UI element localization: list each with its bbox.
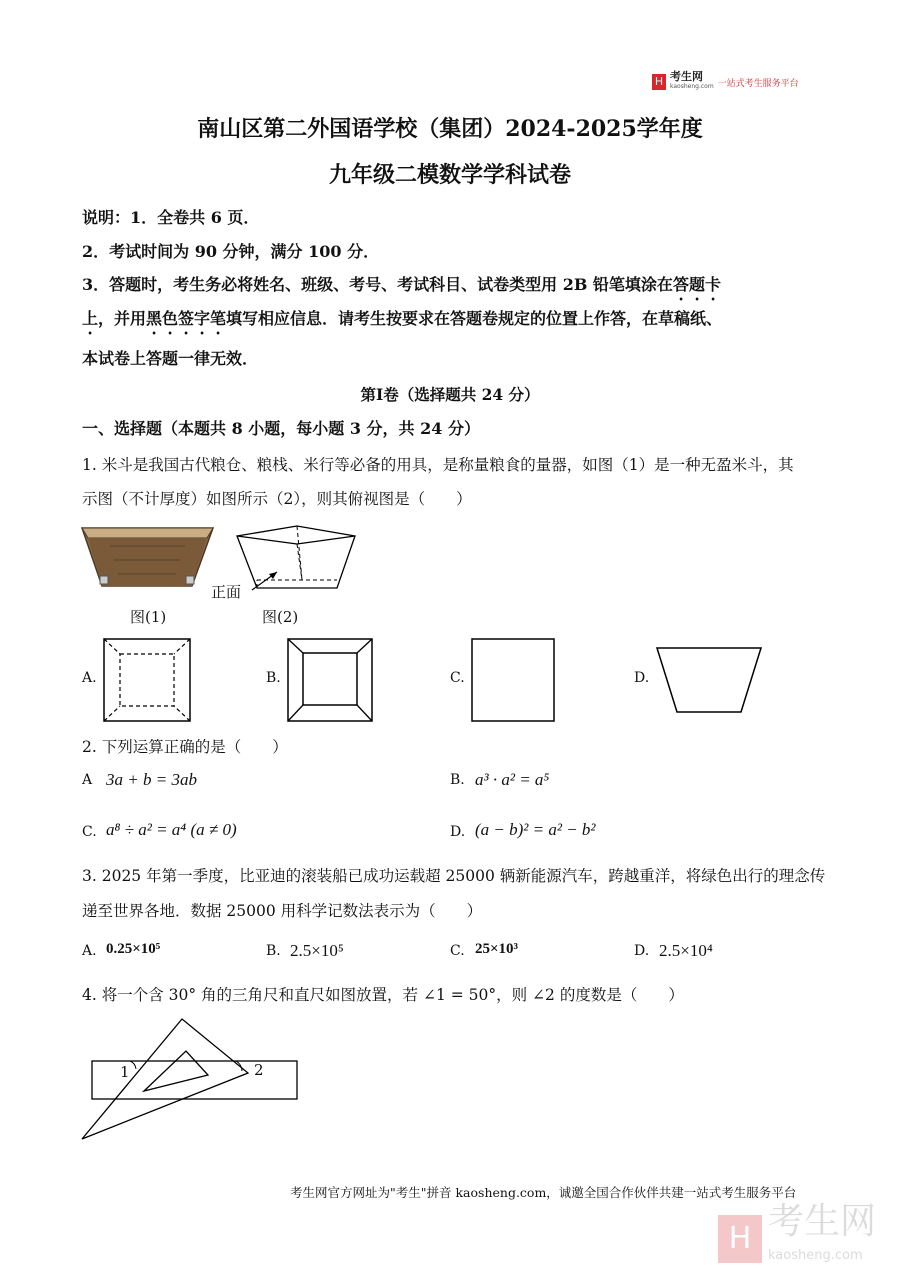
emphasis-black-pen: 黑色签字笔 <box>146 309 227 328</box>
q1-figure2-label: 图(2) <box>262 608 299 626</box>
q2-option-d-label[interactable]: D. <box>450 824 466 840</box>
q3-stem-line1: 3. 2025 年第一季度，比亚迪的滚装船已成功运载超 25000 辆新能源汽车，跨越重洋，将绿色出行的理念传 <box>82 867 826 885</box>
q1-stem-line2: 示图（不计厚度）如图所示（2），则其俯视图是（ ） <box>82 490 472 508</box>
q1-front-label: 正面 <box>211 583 242 601</box>
footer-text: 考生网官方网址为"考生"拼音 kaosheng.com，诚邀全国合作伙伴共建一站式考生服务平台 <box>290 1185 797 1200</box>
q1-figure1-label: 图(1) <box>130 608 167 626</box>
q3-option-d-label[interactable]: D. <box>634 943 650 959</box>
q3-option-a[interactable]: 0.25×10⁵ <box>106 941 161 957</box>
q1-figure2-diagram <box>232 524 362 598</box>
section1-heading: 一、选择题（本题共 8 小题，每小题 3 分，共 24 分） <box>82 419 480 438</box>
q1-option-d-label[interactable]: D. <box>634 670 650 686</box>
q2-option-a[interactable]: 3a + b = 3ab <box>106 770 197 789</box>
watermark-domain: kaosheng.com <box>768 1248 863 1263</box>
q1-option-b-label[interactable]: B. <box>266 670 281 686</box>
kaosheng-watermark <box>718 1201 877 1273</box>
q2-option-c-label[interactable]: C. <box>82 824 97 840</box>
q2-option-b[interactable]: a³ · a² = a⁵ <box>475 770 550 789</box>
q3-option-a-label[interactable]: A. <box>82 943 97 959</box>
note-3-line1: 3．答题时，考生务必将姓名、班级、考号、考试科目、试卷类型用 2B 铅笔填涂在答题卡 <box>82 275 721 294</box>
watermark-logo-icon: H <box>718 1215 762 1263</box>
q3-option-b-label[interactable]: B. <box>266 943 281 959</box>
q1-figure1-rice-measure <box>80 520 215 592</box>
q3-option-c-label[interactable]: C. <box>450 943 465 959</box>
watermark-name: 考生网 <box>768 1201 877 1242</box>
logo-name: 考生网 <box>670 70 703 83</box>
q2-option-c[interactable]: a⁸ ÷ a² = a⁴ (a ≠ 0) <box>106 820 237 839</box>
emphasis-answer-card: 答题卡 <box>672 275 721 294</box>
part1-heading: 第Ⅰ卷（选择题共 24 分） <box>360 385 540 404</box>
q4-angle-1-label: 1 <box>120 1063 130 1081</box>
exam-title-line1: 南山区第二外国语学校（集团）2024-2025学年度 <box>197 116 703 142</box>
q1-option-b-figure[interactable] <box>287 638 373 722</box>
q3-stem-line2: 递至世界各地．数据 25000 用科学记数法表示为（ ） <box>82 902 483 920</box>
note-2: 2．考试时间为 90 分钟，满分 100 分． <box>82 242 380 261</box>
q3-option-c[interactable]: 25×10³ <box>475 941 519 957</box>
q1-option-a-label[interactable]: A. <box>82 670 97 686</box>
logo-slogan: 一站式考生服务平台 <box>717 78 799 89</box>
q1-option-d-figure[interactable] <box>655 646 763 714</box>
q1-option-a-figure[interactable] <box>103 638 191 722</box>
q3-option-d[interactable]: 2.5×10⁴ <box>659 941 713 960</box>
exam-title-line2: 九年级二模数学学科试卷 <box>328 162 571 188</box>
q4-angle-2-label: 2 <box>254 1061 264 1079</box>
q4-stem: 4. 将一个含 30° 角的三角尺和直尺如图放置，若 ∠1 = 50°，则 ∠2 的度数是（ ） <box>82 986 684 1004</box>
note-3-line2: 上，并用黑色签字笔填写相应信息．请考生按要求在答题卷规定的位置上作答，在草稿纸、 <box>82 309 723 328</box>
q1-stem-line1: 1. 米斗是我国古代粮仓、粮栈、米行等必备的用具，是称量粮食的量器，如图（1）是一种无盈米斗，其 <box>82 456 794 474</box>
q3-option-b[interactable]: 2.5×10⁵ <box>290 941 344 960</box>
q2-option-b-label[interactable]: B. <box>450 772 465 788</box>
q2-stem: 2. 下列运算正确的是（ ） <box>82 738 288 756</box>
q1-option-c-figure[interactable] <box>471 638 555 722</box>
q4-figure-triangle-ruler <box>78 1015 302 1145</box>
q1-option-c-label[interactable]: C. <box>450 670 465 686</box>
q2-option-a-label[interactable]: A <box>82 772 93 788</box>
note-3-line3: 本试卷上答题一律无效． <box>82 349 259 368</box>
q2-option-d[interactable]: (a − b)² = a² − b² <box>475 820 596 839</box>
logo-domain: kaosheng.com <box>670 83 714 90</box>
kaosheng-logo <box>652 72 799 92</box>
note-1: 说明：1．全卷共 6 页． <box>82 208 260 227</box>
kaosheng-logo-icon: H <box>652 74 666 90</box>
